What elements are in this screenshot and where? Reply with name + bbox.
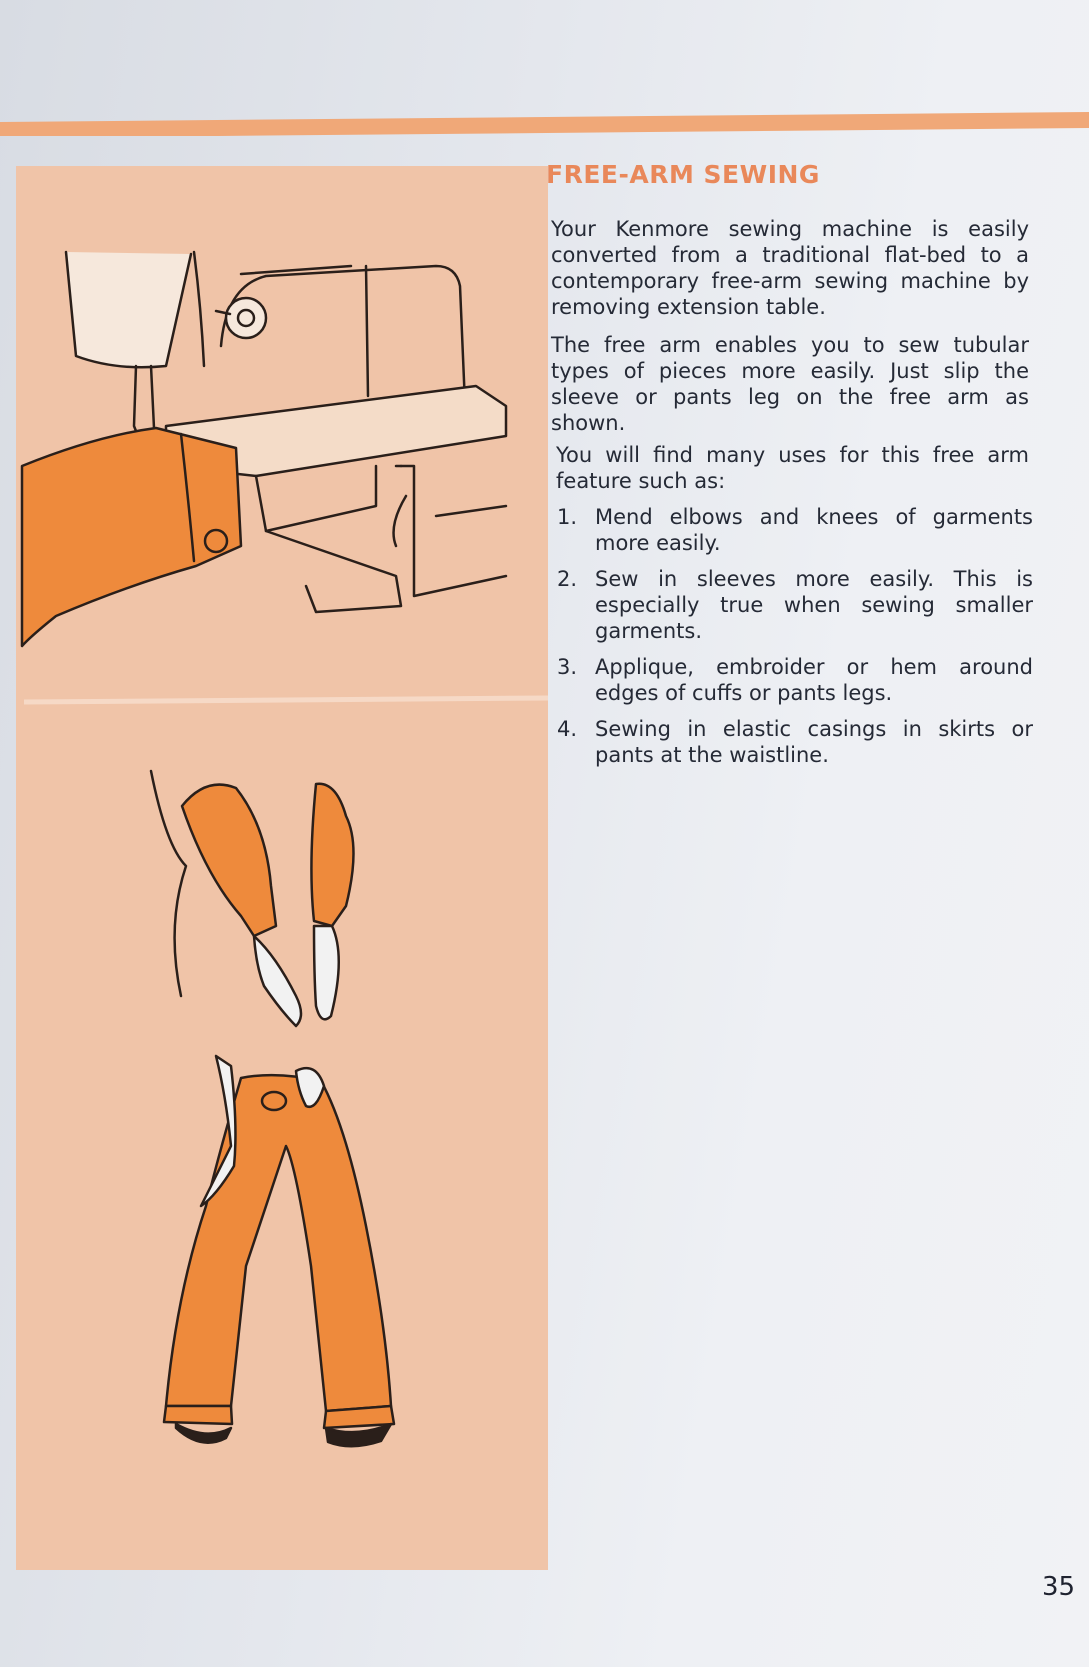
list-item-text: Sew in sleeves more easily. This is especially true when sewing smaller garments. xyxy=(595,567,1033,643)
list-item-number: 4. xyxy=(557,717,578,741)
list-item-number: 1. xyxy=(557,505,578,529)
list-item xyxy=(557,504,1033,556)
top-accent-band xyxy=(0,112,1089,136)
illustration-panel xyxy=(16,166,548,1570)
list-item-text: Mend elbows and knees of garments more easily. xyxy=(595,505,1033,555)
list-item xyxy=(557,654,1033,706)
list-item-text: Sewing in elastic casings in skirts or pants at the waistline. xyxy=(595,717,1033,767)
list-item-number: 2. xyxy=(557,567,578,591)
list-item-number: 3. xyxy=(557,655,578,679)
intro-paragraph: Your Kenmore sewing machine is easily converted from a traditional flat-bed to a contemporary free-arm sewing machine by removing extension table. xyxy=(551,217,1029,319)
free-arm-paragraph: The free arm enables you to sew tubular types of pieces more easily. Just slip the sleeve or pants leg on the free arm as shown. xyxy=(551,333,1029,435)
page-number: 35 xyxy=(1042,1572,1076,1602)
uses-list xyxy=(557,504,1033,778)
page-heading: FREE-ARM SEWING xyxy=(546,160,820,189)
list-item xyxy=(557,716,1033,768)
sewing-machine-illustration xyxy=(22,252,506,646)
garments-illustration xyxy=(151,771,394,1446)
uses-intro-paragraph: You will find many uses for this free arm feature such as: xyxy=(556,443,1029,493)
list-item-text: Applique, embroider or hem around edges of cuffs or pants legs. xyxy=(595,655,1033,705)
panel-divider xyxy=(24,698,548,702)
list-item xyxy=(557,566,1033,644)
